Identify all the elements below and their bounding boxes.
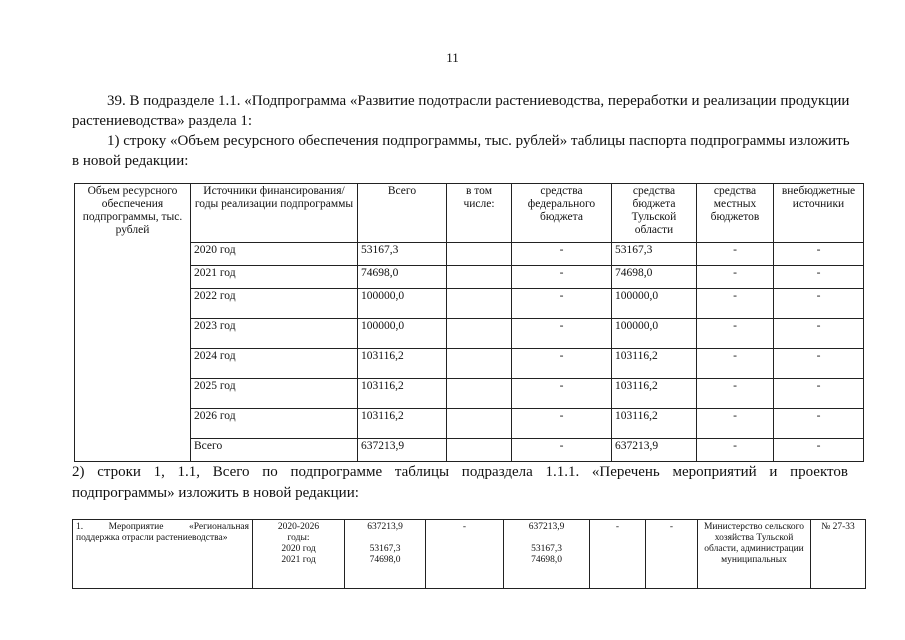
year-cell: Всего (191, 439, 358, 462)
federal-cell: - (512, 289, 612, 319)
resource-table (74, 183, 864, 462)
including-cell (447, 379, 512, 409)
extra-cell: - (774, 319, 864, 349)
table-row-total (75, 439, 864, 462)
including-cell (447, 319, 512, 349)
region-cell: 103116,2 (612, 349, 697, 379)
year-cell: 2026 год (191, 409, 358, 439)
region-2021: 74698,0 (531, 555, 562, 565)
extra-cell: - (774, 266, 864, 289)
federal-cell: - (512, 439, 612, 462)
local-cell: - (697, 319, 774, 349)
row-header-cell: Объем ресурсного обеспечения подпрограммы, тыс. рублей (75, 184, 191, 462)
local-cell: - (697, 439, 774, 462)
total-cell: 100000,0 (358, 319, 447, 349)
region-cell: 100000,0 (612, 289, 697, 319)
header-federal: средства федерального бюджета (512, 184, 612, 243)
region-2020: 53167,3 (531, 544, 562, 554)
year-cell: 2022 год (191, 289, 358, 319)
including-cell (447, 243, 512, 266)
local-cell: - (697, 379, 774, 409)
local-cell: - (697, 266, 774, 289)
measure-title-line2: поддержка отрасли растениеводства» (76, 533, 228, 543)
measure-indicators-cell: № 27-33 (811, 520, 866, 589)
region-cell: 103116,2 (612, 379, 697, 409)
years-line3: 2020 год (281, 544, 316, 554)
region-cell: 53167,3 (612, 243, 697, 266)
total-cell: 100000,0 (358, 289, 447, 319)
measure-region-cell (504, 520, 590, 589)
federal-cell: - (512, 349, 612, 379)
federal-cell: - (512, 319, 612, 349)
extra-cell: - (774, 243, 864, 266)
paragraph-39-line1: 39. В подразделе 1.1. «Подпрограмма «Развитие подотрасли растениеводства, переработки и реализации продукции (107, 93, 850, 109)
table-row (75, 243, 864, 266)
extra-cell: - (774, 379, 864, 409)
federal-cell: - (512, 409, 612, 439)
federal-cell: - (512, 379, 612, 409)
measure-executor-cell: Министерство сельского хозяйства Тульской области, администрации муниципальных (698, 520, 811, 589)
page-number: 11 (446, 50, 459, 65)
local-cell: - (697, 243, 774, 266)
header-sources: Источники финансирования/годы реализации подпрограммы (191, 184, 358, 243)
measure-title-line1: 1. Мероприятие «Региональная (76, 522, 249, 532)
paragraph-1-line1: 1) строку «Объем ресурсного обеспечения подпрограммы, тыс. рублей» таблицы паспорта подпрограммы изложить (107, 133, 850, 149)
total-cell: 103116,2 (358, 349, 447, 379)
region-cell: 637213,9 (612, 439, 697, 462)
local-cell: - (697, 409, 774, 439)
years-line4: 2021 год (281, 555, 316, 565)
total-cell: 637213,9 (358, 439, 447, 462)
measure-years-cell (253, 520, 345, 589)
year-cell: 2021 год (191, 266, 358, 289)
year-cell: 2024 год (191, 349, 358, 379)
year-cell: 2023 год (191, 319, 358, 349)
years-line1: 2020-2026 (277, 522, 320, 532)
region-cell: 103116,2 (612, 409, 697, 439)
table-row (75, 379, 864, 409)
paragraph-2-line2: подпрограммы» изложить в новой редакции: (72, 485, 359, 501)
region-sum: 637213,9 (528, 522, 565, 532)
total-cell: 53167,3 (358, 243, 447, 266)
years-line2: годы: (287, 533, 310, 543)
table-row (75, 266, 864, 289)
paragraph-2-line1: 2) строки 1, 1.1, Всего по подпрограмме таблицы подраздела 1.1.1. «Перечень мероприятий и проектов (72, 464, 848, 480)
local-cell: - (697, 349, 774, 379)
year-cell: 2020 год (191, 243, 358, 266)
including-cell (447, 349, 512, 379)
extra-cell: - (774, 289, 864, 319)
including-cell (447, 289, 512, 319)
local-cell: - (697, 289, 774, 319)
including-cell (447, 439, 512, 462)
measure-title-cell (73, 520, 253, 589)
header-local: средства местных бюджетов (697, 184, 774, 243)
measure-extra-cell: - (646, 520, 698, 589)
paragraph-1-line2: в новой редакции: (72, 153, 189, 169)
region-cell: 100000,0 (612, 319, 697, 349)
total-cell: 74698,0 (358, 266, 447, 289)
including-cell (447, 409, 512, 439)
header-region: средства бюджета Тульской области (612, 184, 697, 243)
table-row (73, 520, 866, 589)
federal-cell: - (512, 266, 612, 289)
table-row (75, 409, 864, 439)
table-row (75, 349, 864, 379)
extra-cell: - (774, 349, 864, 379)
year-cell: 2025 год (191, 379, 358, 409)
measure-federal-cell: - (426, 520, 504, 589)
table-row (75, 319, 864, 349)
total-cell: 103116,2 (358, 409, 447, 439)
header-including: в том числе: (447, 184, 512, 243)
federal-cell: - (512, 243, 612, 266)
including-cell (447, 266, 512, 289)
measure-total-cell (345, 520, 426, 589)
total-sum: 637213,9 (367, 522, 403, 532)
extra-cell: - (774, 409, 864, 439)
total-2021: 74698,0 (369, 555, 401, 565)
region-cell: 74698,0 (612, 266, 697, 289)
total-2020: 53167,3 (369, 544, 401, 554)
total-cell: 103116,2 (358, 379, 447, 409)
measure-local-cell: - (590, 520, 646, 589)
measures-table (72, 519, 866, 589)
paragraph-39-line2: растениеводства» раздела 1: (72, 113, 253, 129)
extra-cell: - (774, 439, 864, 462)
header-extra: внебюджетные источники (774, 184, 864, 243)
header-total: Всего (358, 184, 447, 243)
table-row (75, 289, 864, 319)
